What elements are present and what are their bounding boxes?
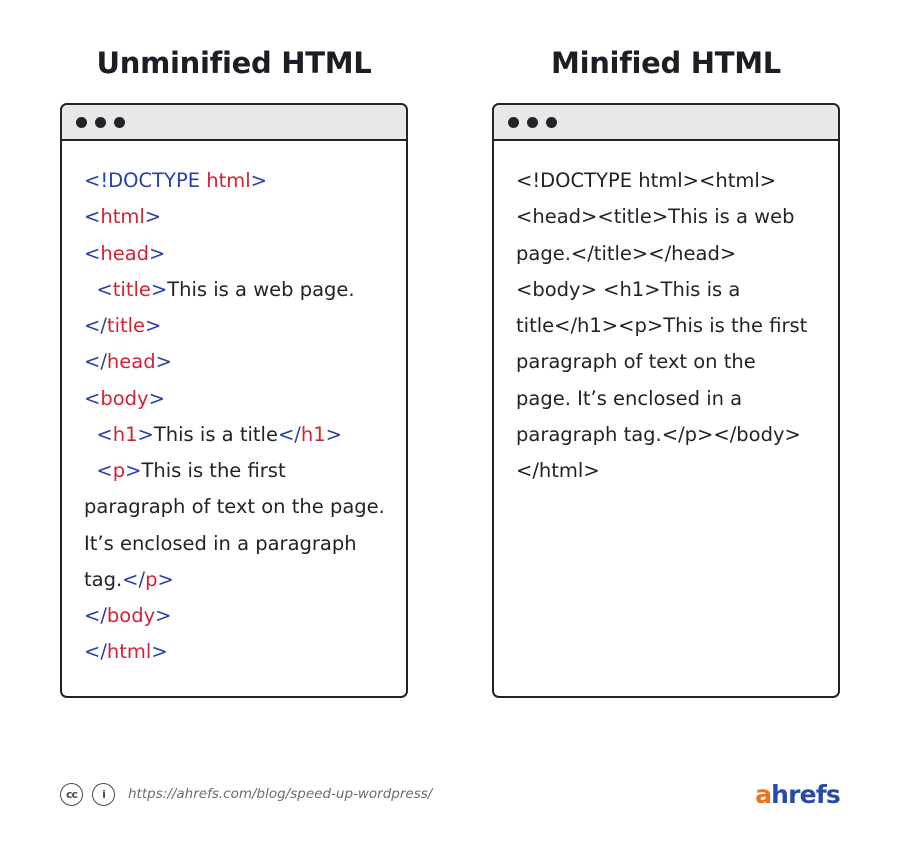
code-token: title xyxy=(112,277,151,301)
code-token: p xyxy=(112,459,126,483)
logo-letter-a: a xyxy=(755,779,772,809)
code-token: This is the first paragraph of text on the page. It’s enclosed in a paragraph tag. xyxy=(84,459,392,591)
code-token: body xyxy=(106,604,156,628)
window-dot-minimize-icon xyxy=(95,117,106,128)
code-line xyxy=(84,417,388,453)
code-line xyxy=(84,634,388,670)
footer xyxy=(0,777,900,811)
window-dot-maximize-icon xyxy=(546,117,557,128)
code-line xyxy=(84,199,388,235)
code-token: > xyxy=(155,350,172,374)
code-token: > xyxy=(137,422,154,446)
browser-window-minified xyxy=(492,103,840,698)
code-token: > xyxy=(149,241,166,265)
footer-attribution xyxy=(60,783,432,806)
panel-title-unminified: Unminified HTML xyxy=(96,46,372,80)
code-line xyxy=(84,236,388,272)
code-token: < xyxy=(84,459,113,483)
code-token: h1 xyxy=(300,422,326,446)
code-token: < xyxy=(84,241,101,265)
code-token: head xyxy=(106,350,156,374)
code-line xyxy=(84,272,388,345)
code-line xyxy=(84,453,392,598)
window-dot-maximize-icon xyxy=(114,117,125,128)
code-token: html xyxy=(106,640,152,664)
code-line xyxy=(84,381,388,417)
code-token: > xyxy=(157,567,174,591)
code-token: <!DOCTYPE html><html><head><title>This is a web page.</title></head><body> <h1>This is a title</h1><p>This is the first paragraph of text on the page. It’s enclosed in a paragraph tag.</p></body></html> xyxy=(516,169,814,483)
code-token: <!DOCTYPE xyxy=(84,169,207,192)
code-token: < xyxy=(84,277,113,301)
code-token: > xyxy=(155,604,172,628)
code-token: < xyxy=(84,205,101,229)
code-block-unminified xyxy=(62,141,406,696)
code-token: This is a title xyxy=(153,422,278,446)
code-token: > xyxy=(125,459,142,483)
browser-titlebar xyxy=(494,105,838,141)
code-block-minified xyxy=(494,141,838,696)
code-token: </ xyxy=(277,422,301,446)
ahrefs-logo[interactable] xyxy=(755,780,840,809)
browser-window-unminified xyxy=(60,103,408,698)
browser-titlebar xyxy=(62,105,406,141)
code-token: p xyxy=(145,567,158,591)
creative-commons-icon: cc xyxy=(60,783,83,806)
logo-text: hrefs xyxy=(771,779,840,809)
panel-minified xyxy=(491,46,841,698)
code-token: body xyxy=(100,386,149,410)
code-token: > xyxy=(151,640,168,664)
code-token: title xyxy=(106,314,146,338)
code-token: </ xyxy=(84,640,107,664)
window-dot-minimize-icon xyxy=(527,117,538,128)
code-token: > xyxy=(250,169,268,192)
attribution-icon: i xyxy=(92,783,115,806)
code-token: </ xyxy=(84,350,107,374)
code-token: > xyxy=(325,422,342,446)
window-dot-close-icon xyxy=(508,117,519,128)
code-token: > xyxy=(144,205,162,229)
code-token: html xyxy=(100,205,145,229)
code-token: </ xyxy=(84,314,107,338)
code-token: < xyxy=(84,386,101,410)
code-line xyxy=(84,598,388,634)
panel-title-minified: Minified HTML xyxy=(551,46,781,80)
source-url[interactable]: https://ahrefs.com/blog/speed-up-wordpress/ xyxy=(128,786,433,802)
code-token: > xyxy=(150,277,168,301)
code-token: head xyxy=(100,241,150,265)
code-token: > xyxy=(148,386,165,410)
code-line xyxy=(84,344,388,380)
code-token: h1 xyxy=(112,422,138,446)
code-token: < xyxy=(84,422,113,446)
code-token: This is a web page. xyxy=(167,277,355,301)
window-dot-close-icon xyxy=(76,117,87,128)
code-line xyxy=(516,163,816,489)
code-token: </ xyxy=(84,604,107,628)
code-line xyxy=(84,163,388,199)
code-token: > xyxy=(145,314,162,338)
panel-unminified xyxy=(59,46,409,698)
code-token: </ xyxy=(122,567,146,591)
code-token: html xyxy=(206,169,251,192)
